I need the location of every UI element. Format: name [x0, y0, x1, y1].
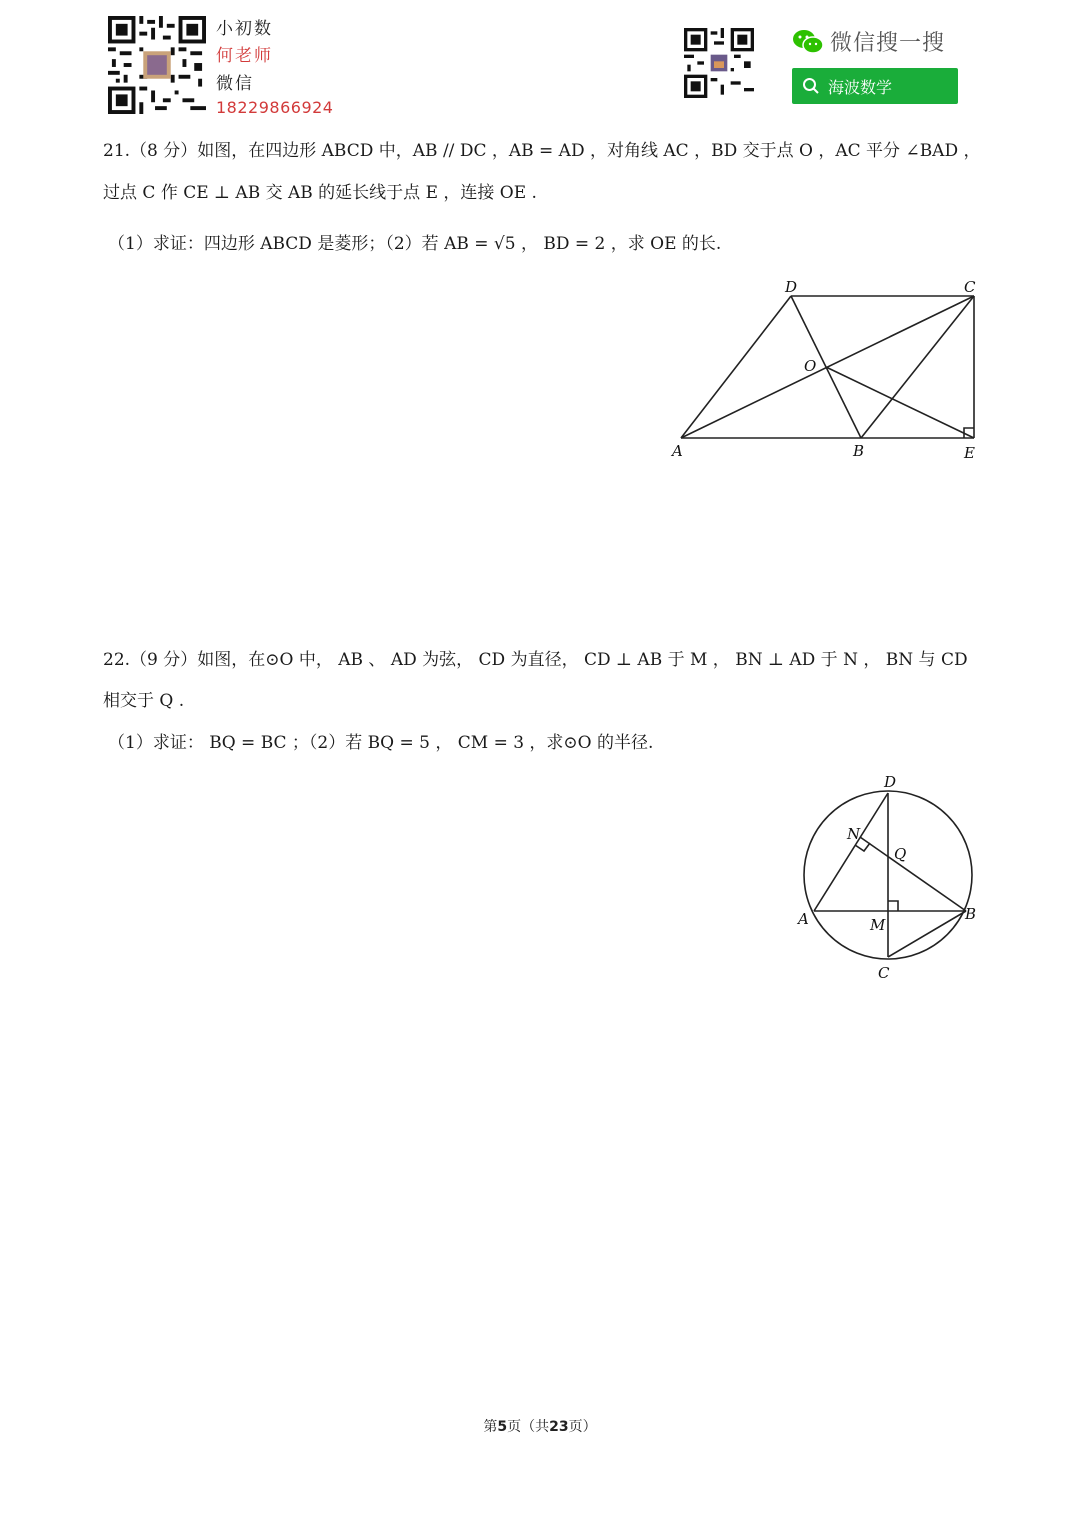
search-icon — [802, 77, 820, 95]
teacher-name: 何老师 — [216, 46, 273, 66]
q22-line-1: 22.（9 分）如图，在⊙O 中， AB 、 AD 为弦， CD 为直径， CD ⊥ AB 于 M ， BN ⊥ AD 于 N ， BN 与 CD — [103, 650, 968, 670]
q21-line-2: 过点 C 作 CE ⊥ AB 交 AB 的延长线于点 E ，连接 OE . — [103, 183, 537, 203]
segment-oe — [826, 367, 974, 438]
qr-code-icon — [684, 28, 754, 98]
label-a: A — [798, 910, 809, 928]
wechat-icon — [792, 29, 824, 55]
segment-bn — [860, 837, 966, 911]
wechat-search-query: 海波数学 — [828, 77, 893, 97]
qr-code-icon — [108, 16, 206, 114]
label-b: B — [965, 905, 977, 923]
segment-bc — [861, 296, 974, 438]
label-d: D — [884, 773, 897, 791]
right-angle-mark-n — [855, 843, 870, 851]
q22-line-2: 相交于 Q . — [103, 691, 185, 711]
label-q: Q — [894, 845, 907, 863]
label-a: A — [672, 442, 683, 460]
label-d: D — [785, 278, 798, 296]
label-n: N — [847, 825, 861, 843]
segment-ad — [681, 296, 791, 438]
brand-line: 小初数 — [216, 19, 273, 39]
label-b: B — [853, 442, 865, 460]
page-number: 5 — [497, 1419, 508, 1435]
label-o: O — [804, 357, 817, 375]
q22-figure — [790, 765, 990, 990]
page-total: 23 — [549, 1419, 569, 1435]
q21-line-1: 21.（8 分）如图，在四边形 ABCD 中，AB // DC ，AB = AD ，对角线 AC ，BD 交于点 O ，AC 平分 ∠BAD ， — [103, 141, 981, 161]
wechat-label: 微信 — [216, 74, 254, 94]
q22-line-3: （1）求证： BQ = BC ；（2）若 BQ = 5 ， CM = 3 ，求⊙O 的半径. — [108, 733, 654, 753]
phone-number: 18229866924 — [216, 98, 334, 117]
label-e: E — [964, 444, 975, 462]
q21-figure — [660, 270, 990, 470]
page-footer: 第5页（共23页） — [483, 1419, 597, 1435]
chord-ad — [814, 793, 888, 911]
wechat-search-box[interactable] — [792, 68, 958, 104]
label-c: C — [878, 964, 890, 982]
label-c: C — [964, 278, 976, 296]
label-m: M — [870, 916, 886, 934]
wechat-search-title: 微信搜一搜 — [830, 31, 946, 56]
right-angle-mark-m — [888, 901, 898, 911]
contact-block — [108, 14, 338, 118]
q21-line-3: （1）求证：四边形 ABCD 是菱形；（2）若 AB = √5 ， BD = 2 ，求 OE 的长. — [108, 234, 722, 254]
wechat-search-badge — [792, 26, 962, 106]
